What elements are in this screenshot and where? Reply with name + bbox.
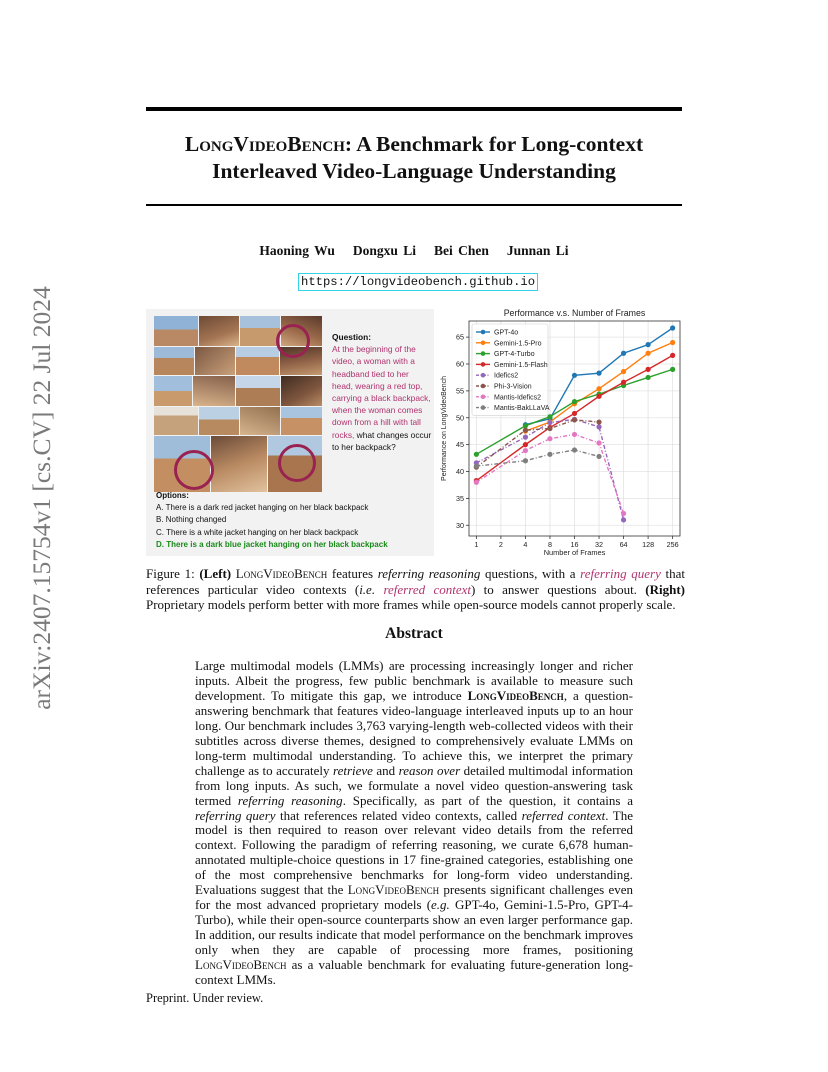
referred-context-highlight xyxy=(174,450,214,490)
data-point xyxy=(572,447,577,452)
referred-context-highlight xyxy=(278,444,316,482)
abstract-text: presents significant challenges even for the most advanced proprietary models ( xyxy=(195,882,633,913)
x-tick-label: 4 xyxy=(523,540,528,549)
data-point xyxy=(621,511,626,516)
abstract-emph: referring reasoning xyxy=(237,792,343,808)
legend-marker xyxy=(481,362,486,367)
footer-note: Preprint. Under review. xyxy=(146,991,264,1005)
video-frame xyxy=(154,316,198,346)
abstract-text: that references related video contexts, called xyxy=(275,807,522,823)
y-tick-label: 65 xyxy=(456,332,464,342)
performance-chart xyxy=(436,306,682,558)
author-list xyxy=(146,243,682,259)
video-frame xyxy=(154,407,198,435)
legend-label: GPT-4o xyxy=(494,329,519,337)
video-frame xyxy=(240,316,280,346)
legend-label: Phi-3-Vision xyxy=(494,383,532,391)
y-tick-label: 50 xyxy=(456,413,464,423)
legend-label: Mantis-BakLLaVA xyxy=(494,405,550,413)
data-point xyxy=(547,436,552,441)
legend-marker xyxy=(481,330,486,335)
caption-left-label: (Left) xyxy=(199,566,232,581)
x-tick-label: 1 xyxy=(474,540,479,549)
video-frame xyxy=(211,436,267,492)
data-point xyxy=(474,452,479,457)
video-frame xyxy=(236,376,280,406)
caption-text: features xyxy=(327,566,378,581)
data-point xyxy=(646,351,651,356)
author-name: Junnan Li xyxy=(506,243,569,258)
figure-caption xyxy=(146,566,685,613)
title-line1-rest: : A Benchmark for Long-context xyxy=(344,132,644,156)
abstract-text: as a valuable benchmark for evaluating future-generation long-context LMMs. xyxy=(195,957,633,988)
question-tail-text: what changes occur to her backpack? xyxy=(332,429,432,452)
data-point xyxy=(596,454,601,459)
abstract-emph: reason over xyxy=(398,762,461,778)
y-tick-label: 55 xyxy=(456,386,464,396)
video-frame xyxy=(281,376,322,406)
abstract-emph: retrieve xyxy=(333,762,373,778)
abstract-text: GPT-4o, Gemini-1.5-Pro, GPT-4-Turbo), while their open-source counterparts show an even larger performance gap. In addition, our results indicate that model performance on the benchmark improves only when they are capable of processing more frames, positioning xyxy=(195,897,633,958)
option-item-correct: D. There is a dark blue jacket hanging on her black backpack xyxy=(156,539,388,549)
legend-marker xyxy=(481,351,486,356)
legend-label: Gemini-1.5-Pro xyxy=(494,340,542,348)
data-point xyxy=(572,411,577,416)
data-point xyxy=(523,458,528,463)
legend-marker xyxy=(481,395,486,400)
data-point xyxy=(646,367,651,372)
data-point xyxy=(621,517,626,522)
abstract-text: . Specifically, as part of the question, it contains a xyxy=(342,792,633,808)
legend-marker xyxy=(481,373,486,378)
y-tick-label: 60 xyxy=(456,359,464,369)
data-point xyxy=(670,325,675,330)
data-point xyxy=(474,480,479,485)
data-point xyxy=(596,394,601,399)
abstract-text: detailed multimodal information from long inputs. As such, we formulate a novel video question-answering task termed xyxy=(195,762,633,808)
data-point xyxy=(572,417,577,422)
legend-box xyxy=(472,324,548,415)
legend-label: Gemini-1.5-Flash xyxy=(494,361,548,369)
video-frame xyxy=(236,347,279,375)
video-frame xyxy=(154,376,192,406)
video-frame xyxy=(193,376,235,406)
video-frame xyxy=(281,407,322,435)
abstract-benchmark-name: LongVideoBench xyxy=(195,957,287,973)
data-point xyxy=(523,435,528,440)
option-item: A. There is a dark red jacket hanging on her black backpack xyxy=(156,503,369,513)
data-point xyxy=(621,369,626,374)
video-frame xyxy=(199,407,239,435)
title-line2: Interleaved Video-Language Understanding xyxy=(212,159,616,183)
legend-marker xyxy=(481,405,486,410)
author-name: Dongxu Li xyxy=(352,243,416,258)
x-tick-label: 16 xyxy=(570,540,579,549)
data-point xyxy=(572,432,577,437)
title-bottom-rule xyxy=(146,204,682,206)
paper-title xyxy=(146,131,682,185)
data-point xyxy=(596,424,601,429)
options-label: Options: xyxy=(156,491,189,500)
y-tick-label: 45 xyxy=(456,440,464,450)
data-point xyxy=(547,426,552,431)
video-frame-collage xyxy=(154,316,322,492)
legend-label: Mantis-Idefics2 xyxy=(494,394,542,402)
x-tick-label: 128 xyxy=(642,540,655,549)
data-point xyxy=(670,340,675,345)
data-point xyxy=(572,399,577,404)
caption-fig-label: Figure 1: xyxy=(146,566,200,581)
legend-label: Idefics2 xyxy=(494,372,519,380)
data-point xyxy=(596,386,601,391)
data-point xyxy=(547,414,552,419)
data-point xyxy=(670,353,675,358)
abstract-benchmark-name: LongVideoBench xyxy=(467,687,564,703)
caption-text: that references particular video contexts ( xyxy=(146,566,685,597)
legend-marker xyxy=(481,384,486,389)
y-tick-label: 40 xyxy=(456,467,464,476)
legend-label: GPT-4-Turbo xyxy=(494,351,535,359)
x-tick-label: 32 xyxy=(595,540,604,549)
caption-right-label: (Right) xyxy=(645,581,686,597)
question-text xyxy=(332,331,432,453)
abstract-benchmark-name: LongVideoBench xyxy=(347,882,440,898)
project-url-link[interactable]: https://longvideobench.github.io xyxy=(298,273,538,291)
y-tick-label: 35 xyxy=(456,493,464,503)
caption-referred-context: referred context xyxy=(383,581,471,597)
abstract-heading: Abstract xyxy=(385,625,443,642)
data-point xyxy=(523,448,528,453)
y-tick-label: 30 xyxy=(456,520,464,530)
caption-text: Proprietary models perform better with more frames while open-source models cannot properly scale. xyxy=(146,597,676,613)
caption-emph: referring reasoning xyxy=(377,566,481,581)
data-point xyxy=(596,440,601,445)
caption-text: questions, with a xyxy=(480,566,581,581)
y-axis-label: Performance on LongVideoBench xyxy=(441,376,448,481)
question-label: Question: xyxy=(332,332,372,342)
x-tick-label: 2 xyxy=(498,540,503,549)
chart-title: Performance v.s. Number of Frames xyxy=(503,308,646,318)
x-tick-label: 8 xyxy=(547,540,552,549)
video-frame xyxy=(154,347,194,375)
caption-text: ) to answer questions about. xyxy=(470,581,646,597)
video-frame xyxy=(199,316,239,346)
data-point xyxy=(596,419,601,424)
x-tick-label: 64 xyxy=(619,540,628,549)
abstract-text: , a question-answering benchmark that features video-language interleaved inputs up to an hour long. Our benchmark includes 3,763 varying-length web-collected videos with their subtitles across diverse themes, designed to comprehensively evaluate LMMs on long-term multimodal understanding. To achieve this, we interpret the primary challenge as to accurately xyxy=(195,687,633,778)
data-point xyxy=(670,367,675,372)
data-point xyxy=(523,442,528,447)
abstract-body xyxy=(195,659,633,988)
caption-referring-query: referring query xyxy=(580,566,661,581)
data-point xyxy=(572,373,577,378)
legend-marker xyxy=(481,341,486,346)
caption-emph: i.e. xyxy=(359,581,376,597)
x-axis-label: Number of Frames xyxy=(543,548,606,557)
abstract-text: . The model is then required to reason over relevant video details from the referred context. Following the paradigm of referring reasoning, we curate 6,678 human-annotated multiple-choice questions in 17 fine-grained categories, establishing one of the most comprehensive benchmarks for long-form video understanding. Evaluations suggest that the xyxy=(195,807,634,898)
left-figure-example xyxy=(146,309,434,556)
data-point xyxy=(621,380,626,385)
data-point xyxy=(523,428,528,433)
title-benchmark-name: LongVideoBench xyxy=(184,132,345,156)
video-frame xyxy=(195,347,235,375)
x-tick-label: 256 xyxy=(666,540,679,549)
top-rule xyxy=(146,107,682,111)
arxiv-id-text: arXiv:2407.15754v1 [cs.CV] 22 Jul 2024 xyxy=(27,286,56,710)
abstract-emph: referring query xyxy=(195,807,276,823)
referring-query-text: At the beginning of the video, a woman with a headband tied to her head, wearing a red top, carrying a black backpack, when the woman comes down from a hill with tall rocks, xyxy=(332,344,431,440)
data-point xyxy=(547,452,552,457)
video-frame xyxy=(240,407,280,435)
abstract-text: and xyxy=(372,762,399,778)
data-point xyxy=(646,375,651,380)
data-point xyxy=(621,351,626,356)
data-point xyxy=(646,342,651,347)
abstract-emph: referred context xyxy=(521,807,606,823)
options-list xyxy=(156,490,431,551)
author-name: Bei Chen xyxy=(434,243,489,258)
author-name: Haoning Wu xyxy=(259,243,335,258)
option-item: C. There is a white jacket hanging on her black backpack xyxy=(156,527,359,537)
data-point xyxy=(474,464,479,469)
referred-context-highlight xyxy=(276,324,310,358)
data-point xyxy=(547,420,552,425)
abstract-text: Large multimodal models (LMMs) are processing increasingly longer and richer inputs. Albeit the progress, few public benchmark is available to measure such development. To mitigate this gap, we introduce xyxy=(195,658,633,703)
data-point xyxy=(596,371,601,376)
abstract-emph: e.g. xyxy=(431,897,450,913)
caption-benchmark-name: LongVideoBench xyxy=(235,566,328,581)
option-item: B. Nothing changed xyxy=(156,515,227,525)
